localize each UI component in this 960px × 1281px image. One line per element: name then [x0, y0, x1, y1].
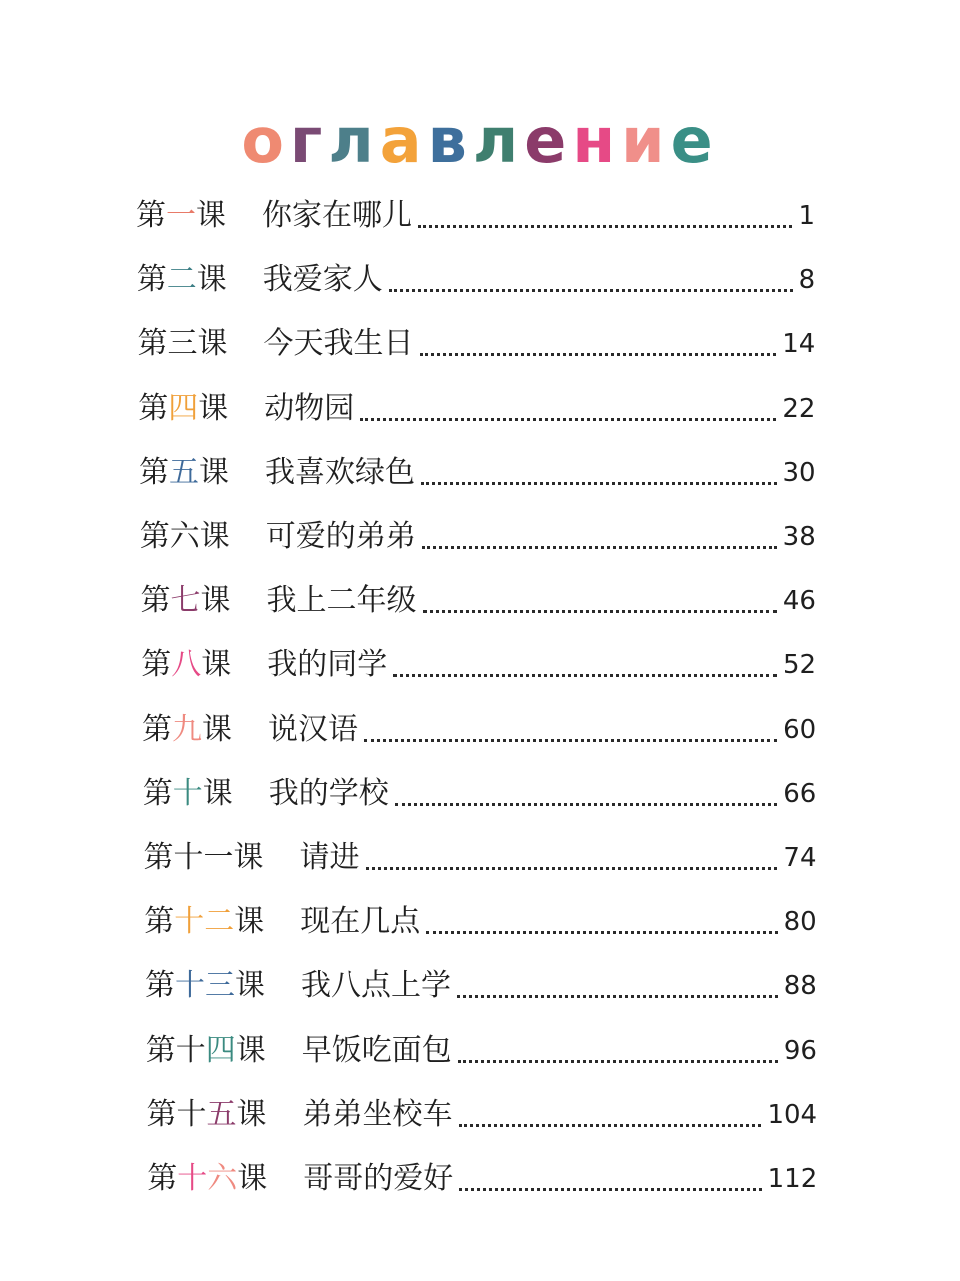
lesson-number-part: 第 — [136, 198, 166, 233]
page-number: 80 — [783, 907, 817, 938]
lesson-number-part: 课 — [237, 1161, 268, 1196]
lesson-number — [145, 964, 265, 1008]
lesson-number-part: 六 — [207, 1161, 238, 1196]
dot-leader — [458, 1059, 778, 1063]
lesson-number-part: 课 — [235, 968, 265, 1004]
page-number: 60 — [783, 714, 817, 745]
lesson-title: 弟弟坐校车 — [302, 1096, 453, 1132]
lesson-number — [143, 772, 233, 816]
lesson-number-part: 五 — [206, 1096, 237, 1132]
lesson-number-part: 十 — [172, 775, 203, 811]
lesson-number — [141, 643, 231, 687]
page-number: 8 — [798, 265, 816, 296]
dot-leader — [418, 224, 792, 228]
lesson-title: 哥哥的爱好 — [303, 1161, 454, 1196]
lesson-number-part: 第 — [144, 904, 175, 940]
title-letter: н — [572, 104, 622, 177]
toc-entry[interactable] — [142, 708, 816, 752]
lesson-number-part: 第 — [141, 647, 172, 683]
lesson-number-part: 第 — [142, 711, 172, 747]
dot-leader — [366, 866, 778, 870]
dot-leader — [389, 288, 793, 292]
dot-leader — [459, 1123, 762, 1127]
lesson-number — [144, 836, 264, 880]
lesson-number — [147, 1157, 267, 1201]
lesson-number-part: 十二 — [174, 904, 235, 940]
lesson-number-part: 第 — [140, 583, 171, 619]
lesson-number — [141, 579, 231, 623]
lesson-number-part: 课 — [200, 583, 231, 619]
dot-leader — [421, 481, 777, 485]
toc-entry[interactable] — [140, 515, 816, 559]
lesson-number-part: 课 — [196, 198, 226, 233]
lesson-number-part: 四 — [205, 1032, 236, 1068]
toc-entry[interactable] — [138, 387, 815, 431]
lesson-number — [147, 1093, 267, 1137]
lesson-number-part: 第 — [138, 390, 169, 426]
lesson-number-part: 七 — [170, 583, 201, 619]
dot-leader — [422, 545, 777, 549]
lesson-title: 今天我生日 — [263, 326, 414, 362]
lesson-number-part: 八 — [171, 647, 202, 683]
page-number: 46 — [782, 586, 816, 617]
lesson-number-part: 第 — [136, 262, 167, 298]
lesson-number-part: 课 — [236, 1096, 267, 1132]
title-letter: л — [472, 104, 525, 177]
title-letter: л — [328, 104, 380, 177]
lesson-number-part: 课 — [202, 775, 233, 811]
toc-entry[interactable] — [137, 258, 815, 302]
lesson-number-part: 第三课 — [137, 326, 228, 362]
lesson-title: 我爱家人 — [262, 262, 383, 298]
lesson-title: 我喜欢绿色 — [265, 454, 415, 490]
title-letter: е — [670, 104, 719, 177]
toc-entry[interactable] — [144, 836, 817, 880]
dot-leader — [360, 417, 776, 421]
title-letter: г — [289, 104, 329, 177]
lesson-number-part: 九 — [172, 711, 202, 747]
lesson-number-part: 十 — [177, 1161, 208, 1196]
dot-leader — [423, 609, 777, 613]
title-letter: е — [524, 104, 573, 177]
dot-leader — [457, 994, 778, 998]
page-number: 52 — [782, 650, 817, 681]
toc-entry[interactable] — [144, 900, 816, 944]
dot-leader — [393, 673, 777, 677]
lesson-number — [140, 515, 230, 559]
lesson-number — [142, 708, 232, 752]
lesson-title: 你家在哪儿 — [262, 198, 412, 233]
title-letter: а — [379, 104, 428, 177]
page-number: 96 — [783, 1035, 817, 1066]
lesson-number-part: 第 — [139, 454, 169, 490]
lesson-number-part: 一 — [166, 198, 196, 233]
lesson-number-part: 课 — [199, 454, 229, 490]
page-number: 1 — [798, 201, 815, 231]
lesson-title: 说汉语 — [268, 711, 358, 747]
lesson-number-part: 第十一课 — [143, 840, 264, 875]
lesson-number-part: 课 — [196, 262, 227, 298]
page-number: 22 — [782, 393, 816, 424]
lesson-number-part: 第 — [145, 968, 175, 1004]
dot-leader — [420, 352, 777, 356]
lesson-number-part: 课 — [235, 1032, 266, 1068]
page-number: 14 — [782, 329, 816, 360]
toc-entry[interactable] — [143, 772, 817, 816]
lesson-number-part: 课 — [202, 711, 232, 747]
lesson-number-part: 第 — [145, 1032, 176, 1068]
lesson-title: 动物园 — [264, 390, 355, 426]
lesson-title: 早饭吃面包 — [301, 1032, 452, 1068]
page-number: 74 — [783, 843, 817, 873]
lesson-number-part: 第 — [142, 775, 173, 811]
lesson-title: 我八点上学 — [301, 968, 451, 1004]
lesson-number — [144, 900, 264, 944]
lesson-number-part: 四 — [168, 390, 199, 426]
toc-entry[interactable] — [141, 643, 816, 687]
toc-entry[interactable] — [147, 1093, 818, 1137]
lesson-number-part: 课 — [234, 904, 265, 940]
lesson-title: 可爱的弟弟 — [265, 519, 416, 554]
toc-entry[interactable] — [138, 322, 816, 366]
lesson-number — [138, 387, 228, 431]
page-number: 30 — [782, 457, 816, 488]
page-number: 88 — [783, 971, 817, 1002]
lesson-number — [139, 451, 229, 495]
title-letter: и — [621, 104, 671, 177]
lesson-title: 我的同学 — [267, 647, 388, 683]
lesson-number — [146, 1029, 266, 1073]
dot-leader — [459, 1187, 761, 1191]
page-number: 112 — [767, 1164, 818, 1194]
toc-entry[interactable] — [145, 964, 817, 1008]
lesson-title: 现在几点 — [300, 904, 421, 940]
lesson-number-part: 第 — [147, 1161, 178, 1196]
lesson-number — [136, 194, 226, 238]
lesson-number-part: 课 — [201, 647, 232, 683]
lesson-title: 我的学校 — [268, 775, 389, 811]
lesson-number — [137, 258, 227, 302]
dot-leader — [364, 738, 777, 742]
page-number: 38 — [782, 522, 816, 552]
lesson-number-part: 十三 — [175, 968, 235, 1004]
lesson-title: 我上二年级 — [266, 583, 417, 619]
toc-entry[interactable] — [147, 1157, 817, 1201]
toc-entry[interactable] — [136, 194, 815, 238]
page-number: 66 — [783, 778, 817, 809]
lesson-number-part: 二 — [166, 262, 197, 298]
title-letter: в — [427, 104, 473, 177]
dot-leader — [395, 802, 778, 806]
lesson-number-part: 十 — [175, 1032, 206, 1068]
toc-entry[interactable] — [146, 1029, 817, 1073]
page-number: 104 — [767, 1099, 818, 1130]
lesson-number-part: 课 — [198, 390, 229, 426]
lesson-number-part: 第十 — [146, 1096, 207, 1132]
title-letter: о — [241, 104, 290, 177]
lesson-number-part: 第六课 — [139, 519, 230, 554]
lesson-number — [138, 322, 228, 366]
lesson-title: 请进 — [299, 840, 360, 875]
toc-entry[interactable] — [141, 579, 816, 623]
dot-leader — [426, 930, 777, 934]
lesson-number-part: 五 — [169, 454, 199, 490]
toc-entry[interactable] — [139, 451, 816, 495]
